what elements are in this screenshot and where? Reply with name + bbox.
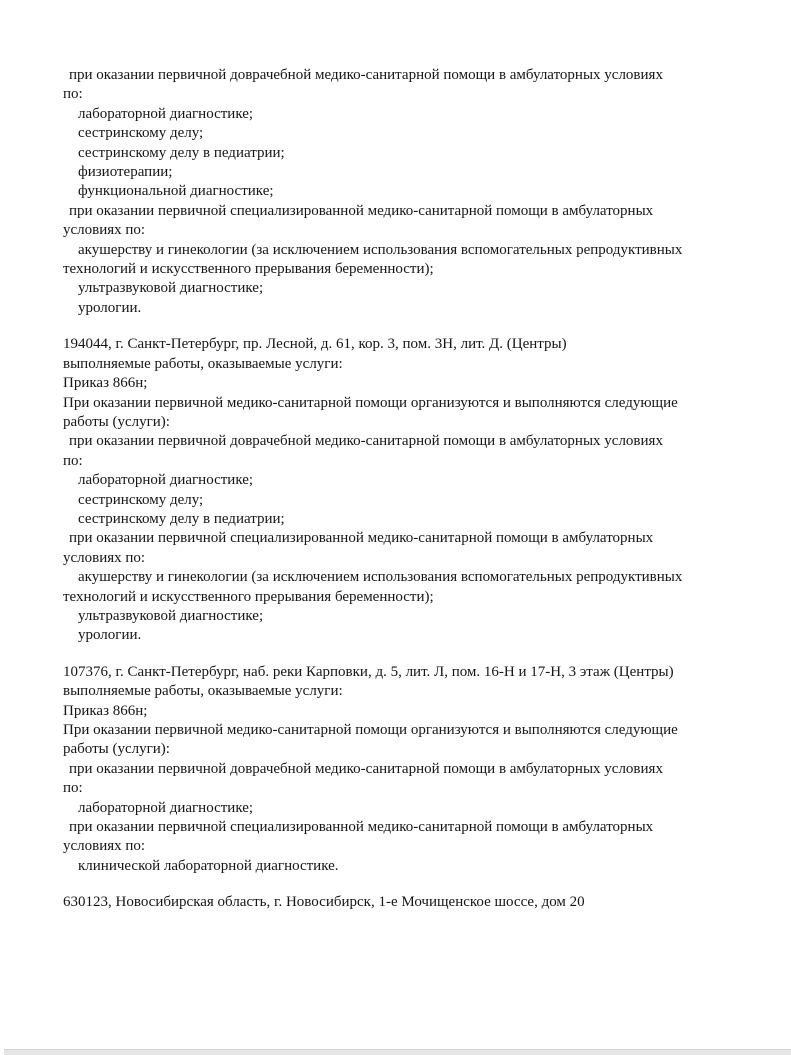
document-line: работы (услуги): [63,741,170,758]
blank-line [63,318,763,335]
document-line: лабораторной диагностике; [78,799,254,816]
document-line: по: [63,86,83,103]
document-line: условиях по: [63,549,146,566]
document-line: физиотерапии; [78,164,173,181]
bottom-page-edge [4,1049,791,1055]
document-line: при оказании первичной специализированной медико-санитарной помощи в амбулаторных [69,819,654,836]
document-line: 194044, г. Санкт-Петербург, пр. Лесной, д. 61, кор. 3, пом. 3Н, лит. Д. (Центры) [63,336,567,353]
document-line: при оказании первичной доврачебной медико-санитарной помощи в амбулаторных условиях [69,67,663,83]
document-line: При оказании первичной медико-санитарной помощи организуются и выполняются следующие [63,722,678,738]
document-line: При оказании первичной медико-санитарной помощи организуются и выполняются следующие [63,394,678,411]
document-line: при оказании первичной доврачебной медико-санитарной помощи в амбулаторных условиях [69,433,663,450]
document-line: выполняемые работы, оказываемые услуги: [63,355,343,372]
document-line: условиях по: [63,838,146,855]
document-line: урологии. [78,627,142,644]
document-line: акушерству и гинекологии (за исключением использования вспомогательных репродуктивных [78,569,683,586]
document-line: технологий и искусственного прерывания беременности); [63,261,434,278]
document-line: по: [63,780,83,797]
document-line: сестринскому делу в педиатрии; [78,510,285,527]
document-line: функциональной диагностике; [78,183,274,200]
document-line: условиях по: [63,222,146,239]
document-line: технологий и искусственного прерывания беременности); [63,588,434,605]
document-line: по: [63,452,83,469]
document-line: сестринскому делу в педиатрии; [78,144,285,161]
document-body [63,66,763,913]
document-line: 630123, Новосибирская область, г. Новосибирск, 1-е Мочищенское шоссе, дом 20 [63,894,585,911]
document-line: клинической лабораторной диагностике. [78,857,339,874]
document-line: ультразвуковой диагностике; [78,607,264,624]
document-line: 107376, г. Санкт-Петербург, наб. реки Карповки, д. 5, лит. Л, пом. 16-Н и 17-Н, 3 этаж (Центры) [63,663,674,680]
blank-line [63,876,763,893]
document-line: при оказании первичной доврачебной медико-санитарной помощи в амбулаторных условиях [69,760,663,777]
document-line: сестринскому делу; [78,125,204,142]
document-line: урологии. [78,299,142,316]
document-line: при оказании первичной специализированной медико-санитарной помощи в амбулаторных [69,530,654,547]
document-line: при оказании первичной специализированной медико-санитарной помощи в амбулаторных [69,202,654,219]
document-line: лабораторной диагностике; [78,105,254,122]
document-line: работы (услуги): [63,413,170,430]
document-line: сестринскому делу; [78,491,204,508]
document-line: Приказ 866н; [63,375,148,392]
document-line: ультразвуковой диагностике; [78,280,264,297]
document-line: Приказ 866н; [63,702,148,719]
document-line: акушерству и гинекологии (за исключением использования вспомогательных репродуктивных [78,241,683,258]
blank-line [63,646,763,663]
document-line: лабораторной диагностике; [78,472,254,489]
document-line: выполняемые работы, оказываемые услуги: [63,683,343,700]
